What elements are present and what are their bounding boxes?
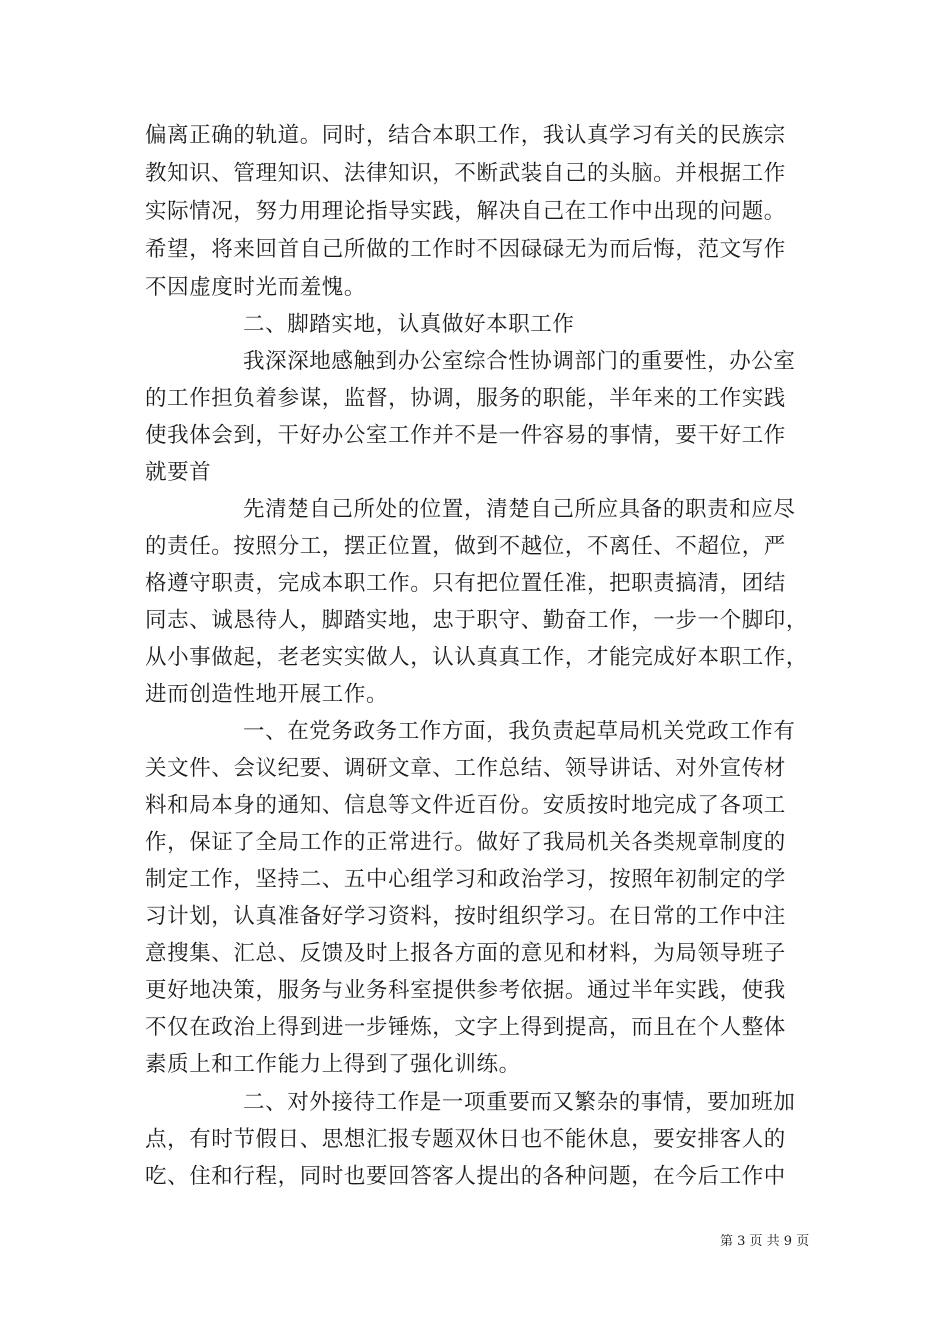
text-line: 习计划，认真准备好学习资料，按时组织学习。在日常的工作中注 [145,904,786,929]
text-line: 关文件、会议纪要、调研文章、工作总结、领导讲话、对外宣传材 [145,756,786,781]
text-line: 教知识、管理知识、法律知识，不断武装自己的头脑。并根据工作 [145,161,786,186]
text-line: 的工作担负着参谋，监督，协调，服务的职能，半年来的工作实践 [145,386,786,411]
text-line: 更好地决策，服务与业务科室提供参考依据。通过半年实践，使我 [145,978,786,1003]
text-line: 素质上和工作能力上得到了强化训练。 [145,1052,521,1077]
text-line: 使我体会到，干好办公室工作并不是一件容易的事情，要干好工作 [145,423,786,448]
page-number-footer: 第 3 页 共 9 页 [720,1234,810,1249]
text-line: 偏离正确的轨道。同时，结合本职工作，我认真学习有关的民族宗 [145,123,786,148]
text-line: 实际情况，努力用理论指导实践，解决自己在工作中出现的问题。 [145,199,786,224]
text-line: 吃、住和行程，同时也要回答客人提出的各种问题，在今后工作中 [145,1164,786,1189]
section-heading: 二、脚踏实地，认真做好本职工作 [243,312,575,337]
text-line: 料和局本身的通知、信息等文件近百份。安质按时地完成了各项工 [145,793,786,818]
text-line: 意搜集、汇总、反馈及时上报各方面的意见和材料，为局领导班子 [145,941,786,966]
text-line: 一、在党务政务工作方面，我负责起草局机关党政工作有 [243,719,796,744]
text-line: 格遵守职责，完成本职工作。只有把位置任准，把职责搞清，团结 [145,571,786,596]
text-line: 的责任。按照分工，摆正位置，做到不越位，不离任、不超位，严 [145,534,786,559]
text-line: 作，保证了全局工作的正常进行。做好了我局机关各类规章制度的 [145,830,786,855]
text-line: 不仅在政治上得到进一步锤炼，文字上得到提高，而且在个人整体 [145,1015,786,1040]
text-line: 我深深地感触到办公室综合性协调部门的重要性，办公室 [243,349,796,374]
text-line: 就要首 [145,460,212,485]
text-line: 从小事做起，老老实实做人，认认真真工作，才能完成好本职工作， [145,645,809,670]
text-line: 点，有时节假日、思想汇报专题双休日也不能休息，要安排客人的 [145,1127,786,1152]
text-line: 先清楚自己所处的位置，清楚自己所应具备的职责和应尽 [243,497,796,522]
text-line: 不因虚度时光而羞愧。 [145,275,367,300]
text-line: 制定工作，坚持二、五中心组学习和政治学习，按照年初制定的学 [145,867,786,892]
text-line: 希望，将来回首自己所做的工作时不因碌碌无为而后悔，范文写作 [145,237,786,262]
text-line: 二、对外接待工作是一项重要而又繁杂的事情，要加班加 [243,1090,796,1115]
text-line: 进而创造性地开展工作。 [145,682,389,707]
text-line: 同志、诚恳待人，脚踏实地，忠于职守、勤奋工作，一步一个脚印， [145,608,809,633]
